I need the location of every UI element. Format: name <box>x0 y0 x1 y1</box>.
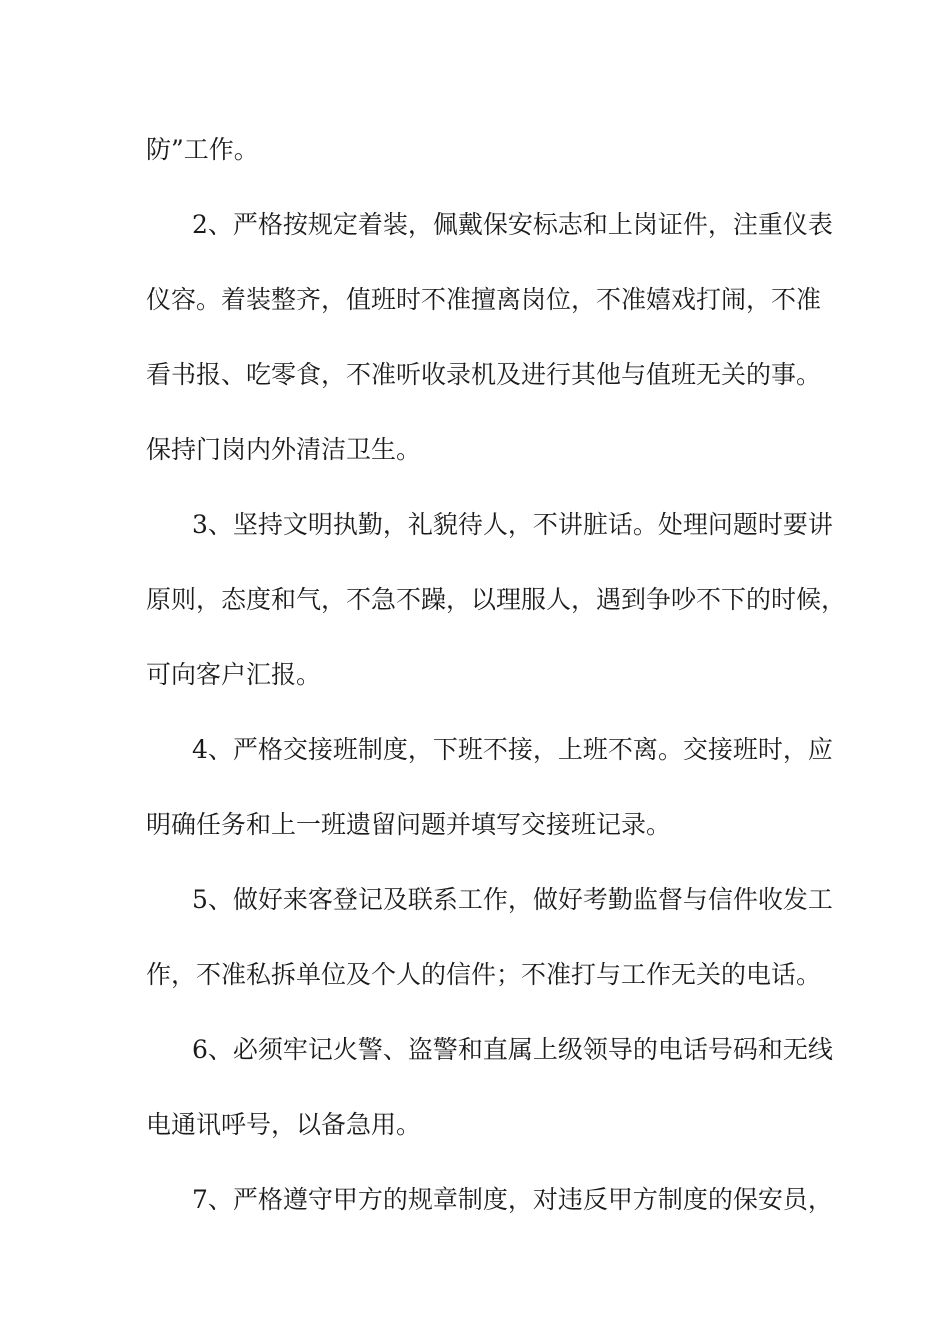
text-line: 7、严格遵守甲方的规章制度，对违反甲方制度的保安员， <box>192 1185 833 1214</box>
text-line: 看书报、吃零食，不准听收录机及进行其他与值班无关的事。 <box>146 360 822 389</box>
text-line: 原则，态度和气，不急不躁，以理服人，遇到争吵不下的时候， <box>146 585 847 614</box>
text-line: 5、做好来客登记及联系工作，做好考勤监督与信件收发工 <box>192 885 833 914</box>
text-line: 4、严格交接班制度，下班不接，上班不离。交接班时，应 <box>192 735 833 764</box>
text-line: 可向客户汇报。 <box>146 660 322 689</box>
text-line: 3、坚持文明执勤，礼貌待人，不讲脏话。处理问题时要讲 <box>192 510 833 539</box>
text-line: 明确任务和上一班遗留问题并填写交接班记录。 <box>146 810 672 839</box>
text-line: 仪容。着装整齐，值班时不准擅离岗位，不准嬉戏打闹，不准 <box>146 285 822 314</box>
text-line: 防”工作。 <box>146 135 259 164</box>
text-line: 2、严格按规定着装，佩戴保安标志和上岗证件，注重仪表 <box>192 210 833 239</box>
text-line: 6、必须牢记火警、盗警和直属上级领导的电话号码和无线 <box>192 1035 833 1064</box>
text-line: 保持门岗内外清洁卫生。 <box>146 435 422 464</box>
text-line: 电通讯呼号，以备急用。 <box>146 1110 422 1139</box>
text-line: 作，不准私拆单位及个人的信件；不准打与工作无关的电话。 <box>146 960 822 989</box>
